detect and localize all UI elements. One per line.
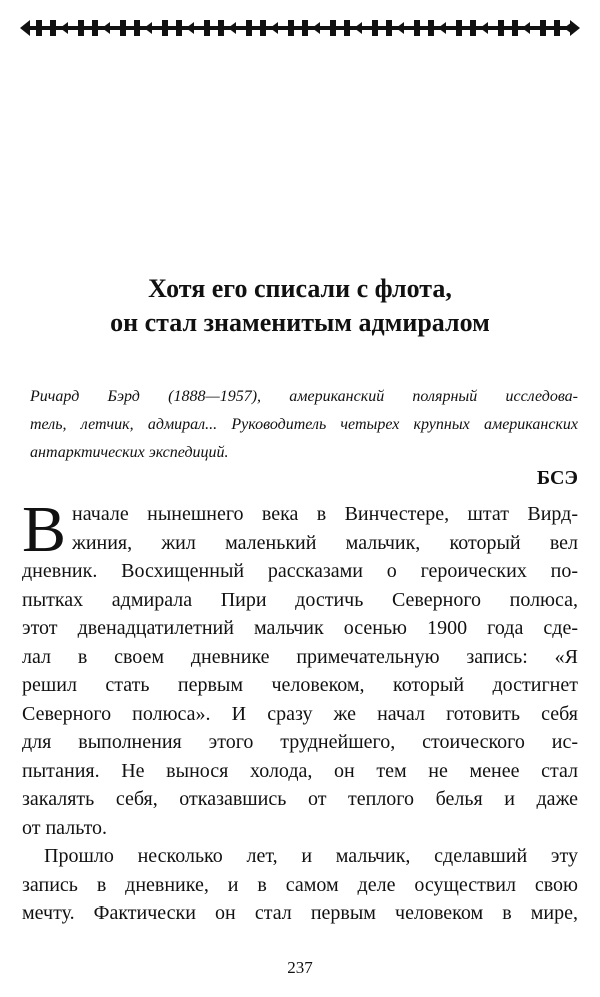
body-line: дневник. Восхищенный рассказами о героических по- [22,560,578,582]
ornament-motif [246,20,278,36]
title-line-1: Хотя его списали с флота, [148,274,452,303]
body-text [22,493,578,928]
chapter-title [0,272,600,340]
body-line: мечту. Фактически он стал первым человеком в мире, [22,902,578,924]
body-line: лал в своем дневнике примечательную запись: «Я [22,645,578,668]
ornament-motif [204,20,236,36]
body-line: запись в дневнике, и в самом деле осуществил свою [22,873,578,896]
ornament-motif [414,20,446,36]
decorative-border [20,16,580,40]
ornament-motif [456,20,488,36]
drop-cap: В [22,493,67,566]
body-line: Северного полюса». И сразу же начал готовить себя [22,702,578,725]
ornament-motif [78,20,110,36]
ornament-motif [540,20,572,36]
body-line: закалять себя, отказавшись от теплого белья и даже [22,788,578,810]
body-line: начале нынешнего века в Винчестере, штат Вирд- [72,503,578,525]
title-line-2: он стал знаменитым адмиралом [110,308,490,337]
body-line: этот двенадцатилетний мальчик осенью 1900 года сде- [22,617,578,639]
body-line: жиния, жил маленький мальчик, который вел [72,531,578,554]
ornament-motif [288,20,320,36]
epigraph-line-1: Ричард Бэрд (1888—1957), американский полярный исследова- [30,388,578,405]
ornament-motif [162,20,194,36]
epigraph-source: БСЭ [536,467,578,489]
epigraph-line-3: антарктических экспедиций. [30,444,229,461]
ornament-motif [372,20,404,36]
ornament-motif [330,20,362,36]
ornament-motif [498,20,530,36]
body-line: решил стать первым человеком, который достигнет [22,674,578,696]
body-line: от пальто. [22,816,108,839]
epigraph [30,383,578,467]
epigraph-line-2: тель, летчик, адмирал... Руководитель четырех крупных американских [30,416,578,433]
ornament-motif [120,20,152,36]
body-line: пытках адмирала Пири достичь Северного полюса, [22,588,578,611]
page-number: 237 [287,958,313,977]
body-line: пытания. Не вынося холода, он тем не менее стал [22,759,578,782]
body-line: для выполнения этого труднейшего, стоического ис- [22,731,578,753]
body-line: Прошло несколько лет, и мальчик, сделавший эту [44,845,578,867]
ornament-motif [36,20,68,36]
